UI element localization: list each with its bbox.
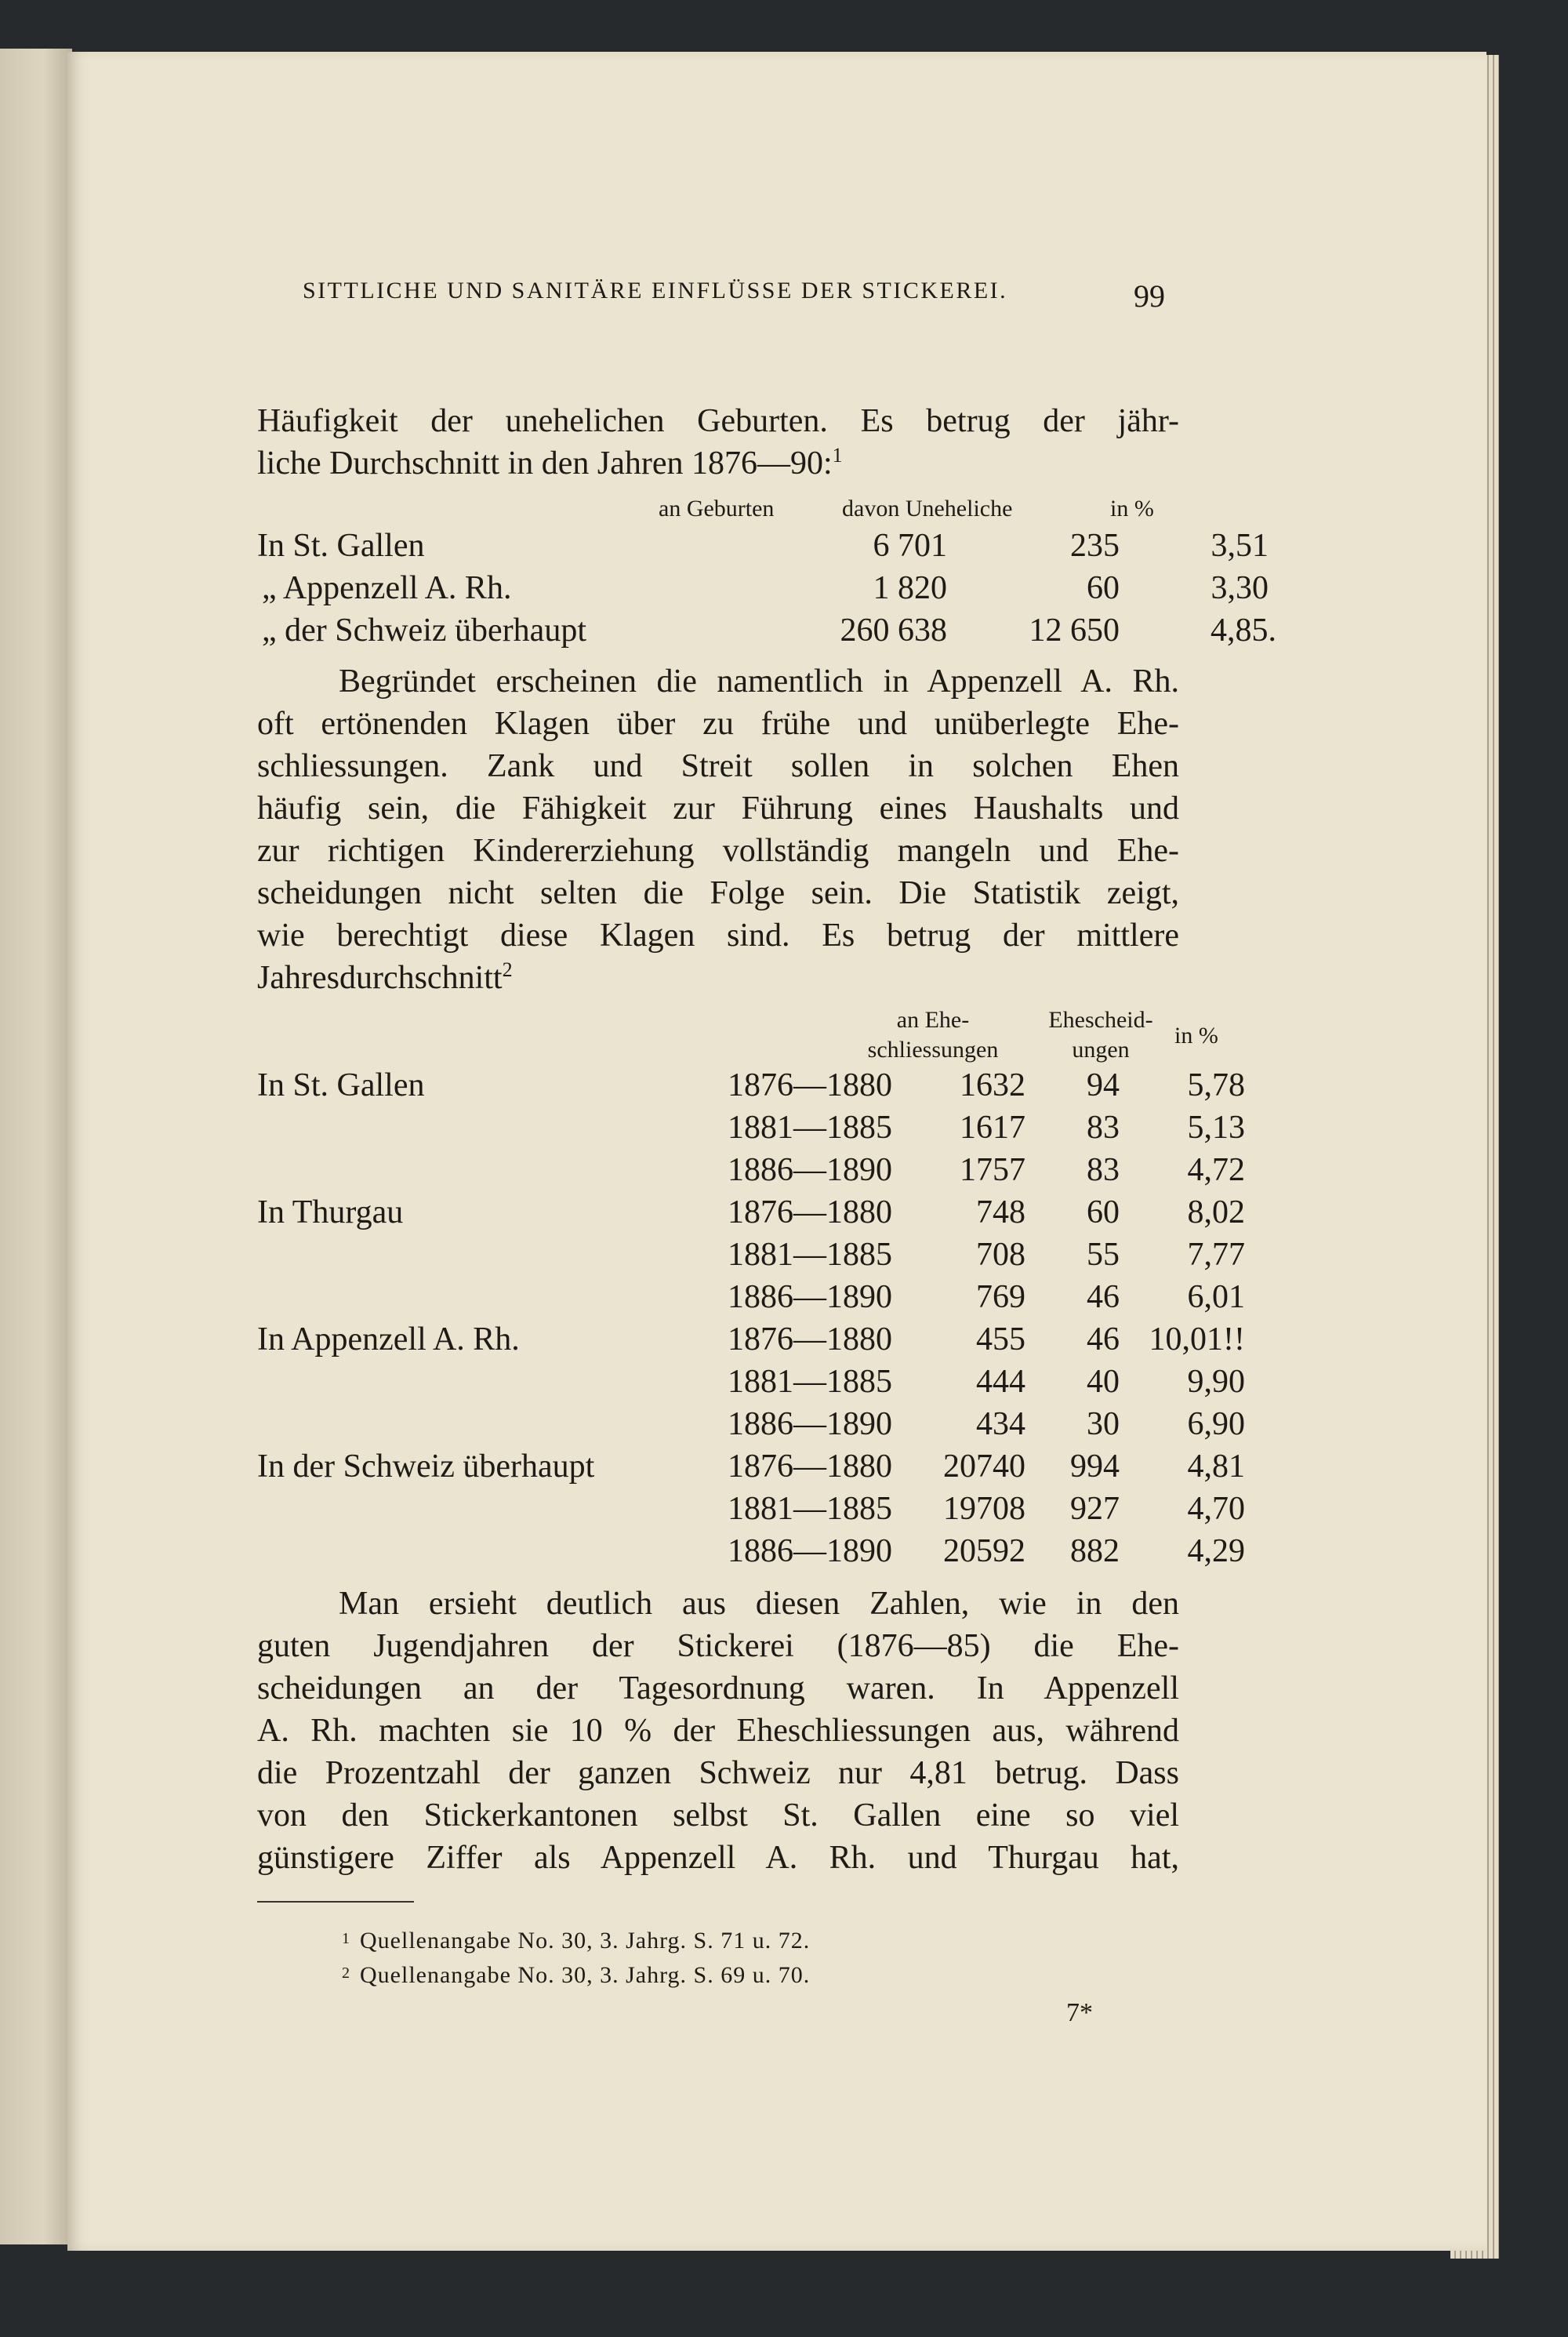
divorces-cell: 55: [1087, 1237, 1120, 1273]
footnote-number: 2: [342, 1964, 350, 1982]
text-line: wie berechtigt diese Klagen sind. Es betrug der mittlere: [257, 918, 1179, 954]
percent-cell: 10,01!!: [1149, 1321, 1245, 1357]
table2-row: [257, 1405, 1253, 1448]
table2-header-percent: in %: [1174, 1023, 1218, 1049]
row-label: „ der Schweiz überhaupt: [262, 612, 586, 649]
births-cell: 1 820: [873, 570, 947, 606]
row-label: „ Appenzell A. Rh.: [262, 570, 512, 606]
table1-row: [257, 527, 1269, 569]
marriages-cell: 1617: [960, 1110, 1025, 1146]
percent-cell: 4,70: [1187, 1491, 1245, 1527]
divorces-cell: 882: [1070, 1533, 1120, 1569]
percent-cell: 9,90: [1187, 1364, 1245, 1400]
table2-header-marriages-2: schliessungen: [867, 1037, 999, 1063]
period-cell: 1881—1885: [728, 1110, 892, 1146]
table1-row: [257, 569, 1269, 612]
footnote-ref: 1: [832, 444, 843, 467]
text-line: A. Rh. machten sie 10 % der Eheschliessungen aus, während: [257, 1713, 1179, 1749]
marriages-cell: 20592: [943, 1533, 1025, 1569]
period-cell: 1876—1880: [728, 1194, 892, 1230]
text-line: von den Stickerkantonen selbst St. Gallen eine so viel: [257, 1797, 1179, 1834]
divorces-cell: 83: [1087, 1110, 1120, 1146]
table1-header-births: an Geburten: [659, 496, 775, 522]
table2-row: [257, 1448, 1253, 1490]
text-line: oft ertönenden Klagen über zu frühe und unüberlegte Ehe-: [257, 706, 1179, 742]
table2-row: [257, 1363, 1253, 1405]
intro-paragraph: [257, 400, 1179, 485]
divorces-cell: 46: [1087, 1321, 1120, 1357]
text-line: häufig sein, die Fähigkeit zur Führung eines Haushalts und: [257, 791, 1179, 827]
percent-cell: 4,81: [1187, 1448, 1245, 1485]
table2-row: [257, 1532, 1253, 1575]
table2-row: [257, 1278, 1253, 1321]
marriages-cell: 748: [976, 1194, 1025, 1230]
footnote-text: Quellenangabe No. 30, 3. Jahrg. S. 69 u. 70.: [360, 1962, 811, 1988]
illegitimate-cell: 235: [1070, 528, 1120, 564]
marriages-cell: 20740: [943, 1448, 1025, 1485]
percent-cell: 6,90: [1187, 1406, 1245, 1442]
percent-cell: 3,30: [1210, 570, 1269, 606]
period-cell: 1881—1885: [728, 1364, 892, 1400]
footnote-2: [342, 1962, 810, 1989]
table1-header-illegitimate: davon Uneheliche: [842, 496, 1013, 522]
table2-header-divorces-1: Ehescheid-: [1048, 1007, 1153, 1033]
footnote-1: [342, 1928, 810, 1954]
divorces-cell: 30: [1087, 1406, 1120, 1442]
text-line: zur richtigen Kindererziehung vollständig mangeln und Ehe-: [257, 833, 1179, 869]
text-line: die Prozentzahl der ganzen Schweiz nur 4,81 betrug. Dass: [257, 1755, 1179, 1791]
signature-mark: 7*: [1066, 1998, 1093, 2027]
divorces-cell: 83: [1087, 1152, 1120, 1188]
marriages-cell: 444: [976, 1364, 1025, 1400]
page-number: 99: [1134, 278, 1165, 314]
divorces-cell: 60: [1087, 1194, 1120, 1230]
divorces-cell: 927: [1070, 1491, 1120, 1527]
table2-row: [257, 1321, 1253, 1363]
percent-cell: 8,02: [1187, 1194, 1245, 1230]
text-line: scheidungen nicht selten die Folge sein. Die Statistik zeigt,: [257, 875, 1179, 911]
percent-cell: 5,13: [1187, 1110, 1245, 1146]
table2-header-marriages-1: an Ehe-: [896, 1007, 970, 1033]
region-cell: In Thurgau: [257, 1194, 404, 1230]
table2-row: [257, 1109, 1253, 1151]
divorces-cell: 994: [1070, 1448, 1120, 1485]
text-line: liche Durchschnitt in den Jahren 1876—90:: [257, 445, 833, 482]
paragraph-2: [257, 660, 1179, 999]
text-line: Häufigkeit der unehelichen Geburten. Es betrug der jähr-: [257, 403, 1179, 439]
text-line: Jahresdurchschnitt: [257, 960, 503, 996]
marriages-cell: 1757: [960, 1152, 1025, 1188]
footnote-rule: [257, 1901, 414, 1903]
table2-row: [257, 1151, 1253, 1194]
region-cell: In der Schweiz überhaupt: [257, 1448, 595, 1485]
divorces-cell: 40: [1087, 1364, 1120, 1400]
marriages-cell: 19708: [943, 1491, 1025, 1527]
period-cell: 1876—1880: [728, 1067, 892, 1103]
book-page: [67, 52, 1486, 2251]
marriages-cell: 455: [976, 1321, 1025, 1357]
paragraph-3: [257, 1583, 1179, 1879]
illegitimate-cell: 60: [1087, 570, 1120, 606]
table2-header-divorces-2: ungen: [1072, 1037, 1130, 1063]
period-cell: 1886—1890: [728, 1152, 892, 1188]
table2-row: [257, 1490, 1253, 1532]
period-cell: 1886—1890: [728, 1406, 892, 1442]
percent-cell: 4,85.: [1210, 612, 1276, 649]
text-line: guten Jugendjahren der Stickerei (1876—85) die Ehe-: [257, 1628, 1179, 1664]
text-line: scheidungen an der Tagesordnung waren. In Appenzell: [257, 1670, 1179, 1706]
period-cell: 1881—1885: [728, 1237, 892, 1273]
footnote-text: Quellenangabe No. 30, 3. Jahrg. S. 71 u. 72.: [360, 1928, 811, 1954]
period-cell: 1881—1885: [728, 1491, 892, 1527]
period-cell: 1876—1880: [728, 1321, 892, 1357]
text-line-with-ref: [257, 957, 1179, 999]
divorces-cell: 94: [1087, 1067, 1120, 1103]
text-line: schliessungen. Zank und Streit sollen in solchen Ehen: [257, 748, 1179, 784]
marriages-cell: 434: [976, 1406, 1025, 1442]
text-line-with-ref: [257, 442, 1179, 485]
percent-cell: 4,72: [1187, 1152, 1245, 1188]
text-line: günstigere Ziffer als Appenzell A. Rh. und Thurgau hat,: [257, 1840, 1179, 1876]
footnote-ref: 2: [502, 958, 513, 981]
table1-header-percent: in %: [1110, 496, 1154, 522]
period-cell: 1886—1890: [728, 1533, 892, 1569]
table2-row: [257, 1194, 1253, 1236]
percent-cell: 4,29: [1187, 1533, 1245, 1569]
facing-page-edge: [0, 49, 72, 2244]
percent-cell: 5,78: [1187, 1067, 1245, 1103]
births-cell: 260 638: [840, 612, 947, 649]
percent-cell: 6,01: [1187, 1279, 1245, 1315]
running-head: SITTLICHE UND SANITÄRE EINFLÜSSE DER STICKEREI.: [303, 278, 1008, 303]
births-cell: 6 701: [873, 528, 947, 564]
period-cell: 1876—1880: [728, 1448, 892, 1485]
table1-row: [257, 612, 1276, 654]
percent-cell: 7,77: [1187, 1237, 1245, 1273]
text-line: Begründet erscheinen die namentlich in Appenzell A. Rh.: [339, 663, 1179, 700]
table2-row: [257, 1236, 1253, 1278]
marriages-cell: 769: [976, 1279, 1025, 1315]
footnote-number: 1: [342, 1930, 350, 1947]
region-cell: In Appenzell A. Rh.: [257, 1321, 520, 1357]
marriages-cell: 708: [976, 1237, 1025, 1273]
table2-row: [257, 1067, 1253, 1109]
period-cell: 1886—1890: [728, 1279, 892, 1315]
row-label: In St. Gallen: [257, 528, 425, 564]
illegitimate-cell: 12 650: [1029, 612, 1120, 649]
marriages-cell: 1632: [960, 1067, 1025, 1103]
percent-cell: 3,51: [1210, 528, 1269, 564]
divorces-cell: 46: [1087, 1279, 1120, 1315]
text-line: Man ersieht deutlich aus diesen Zahlen, wie in den: [339, 1586, 1179, 1622]
region-cell: In St. Gallen: [257, 1067, 425, 1103]
